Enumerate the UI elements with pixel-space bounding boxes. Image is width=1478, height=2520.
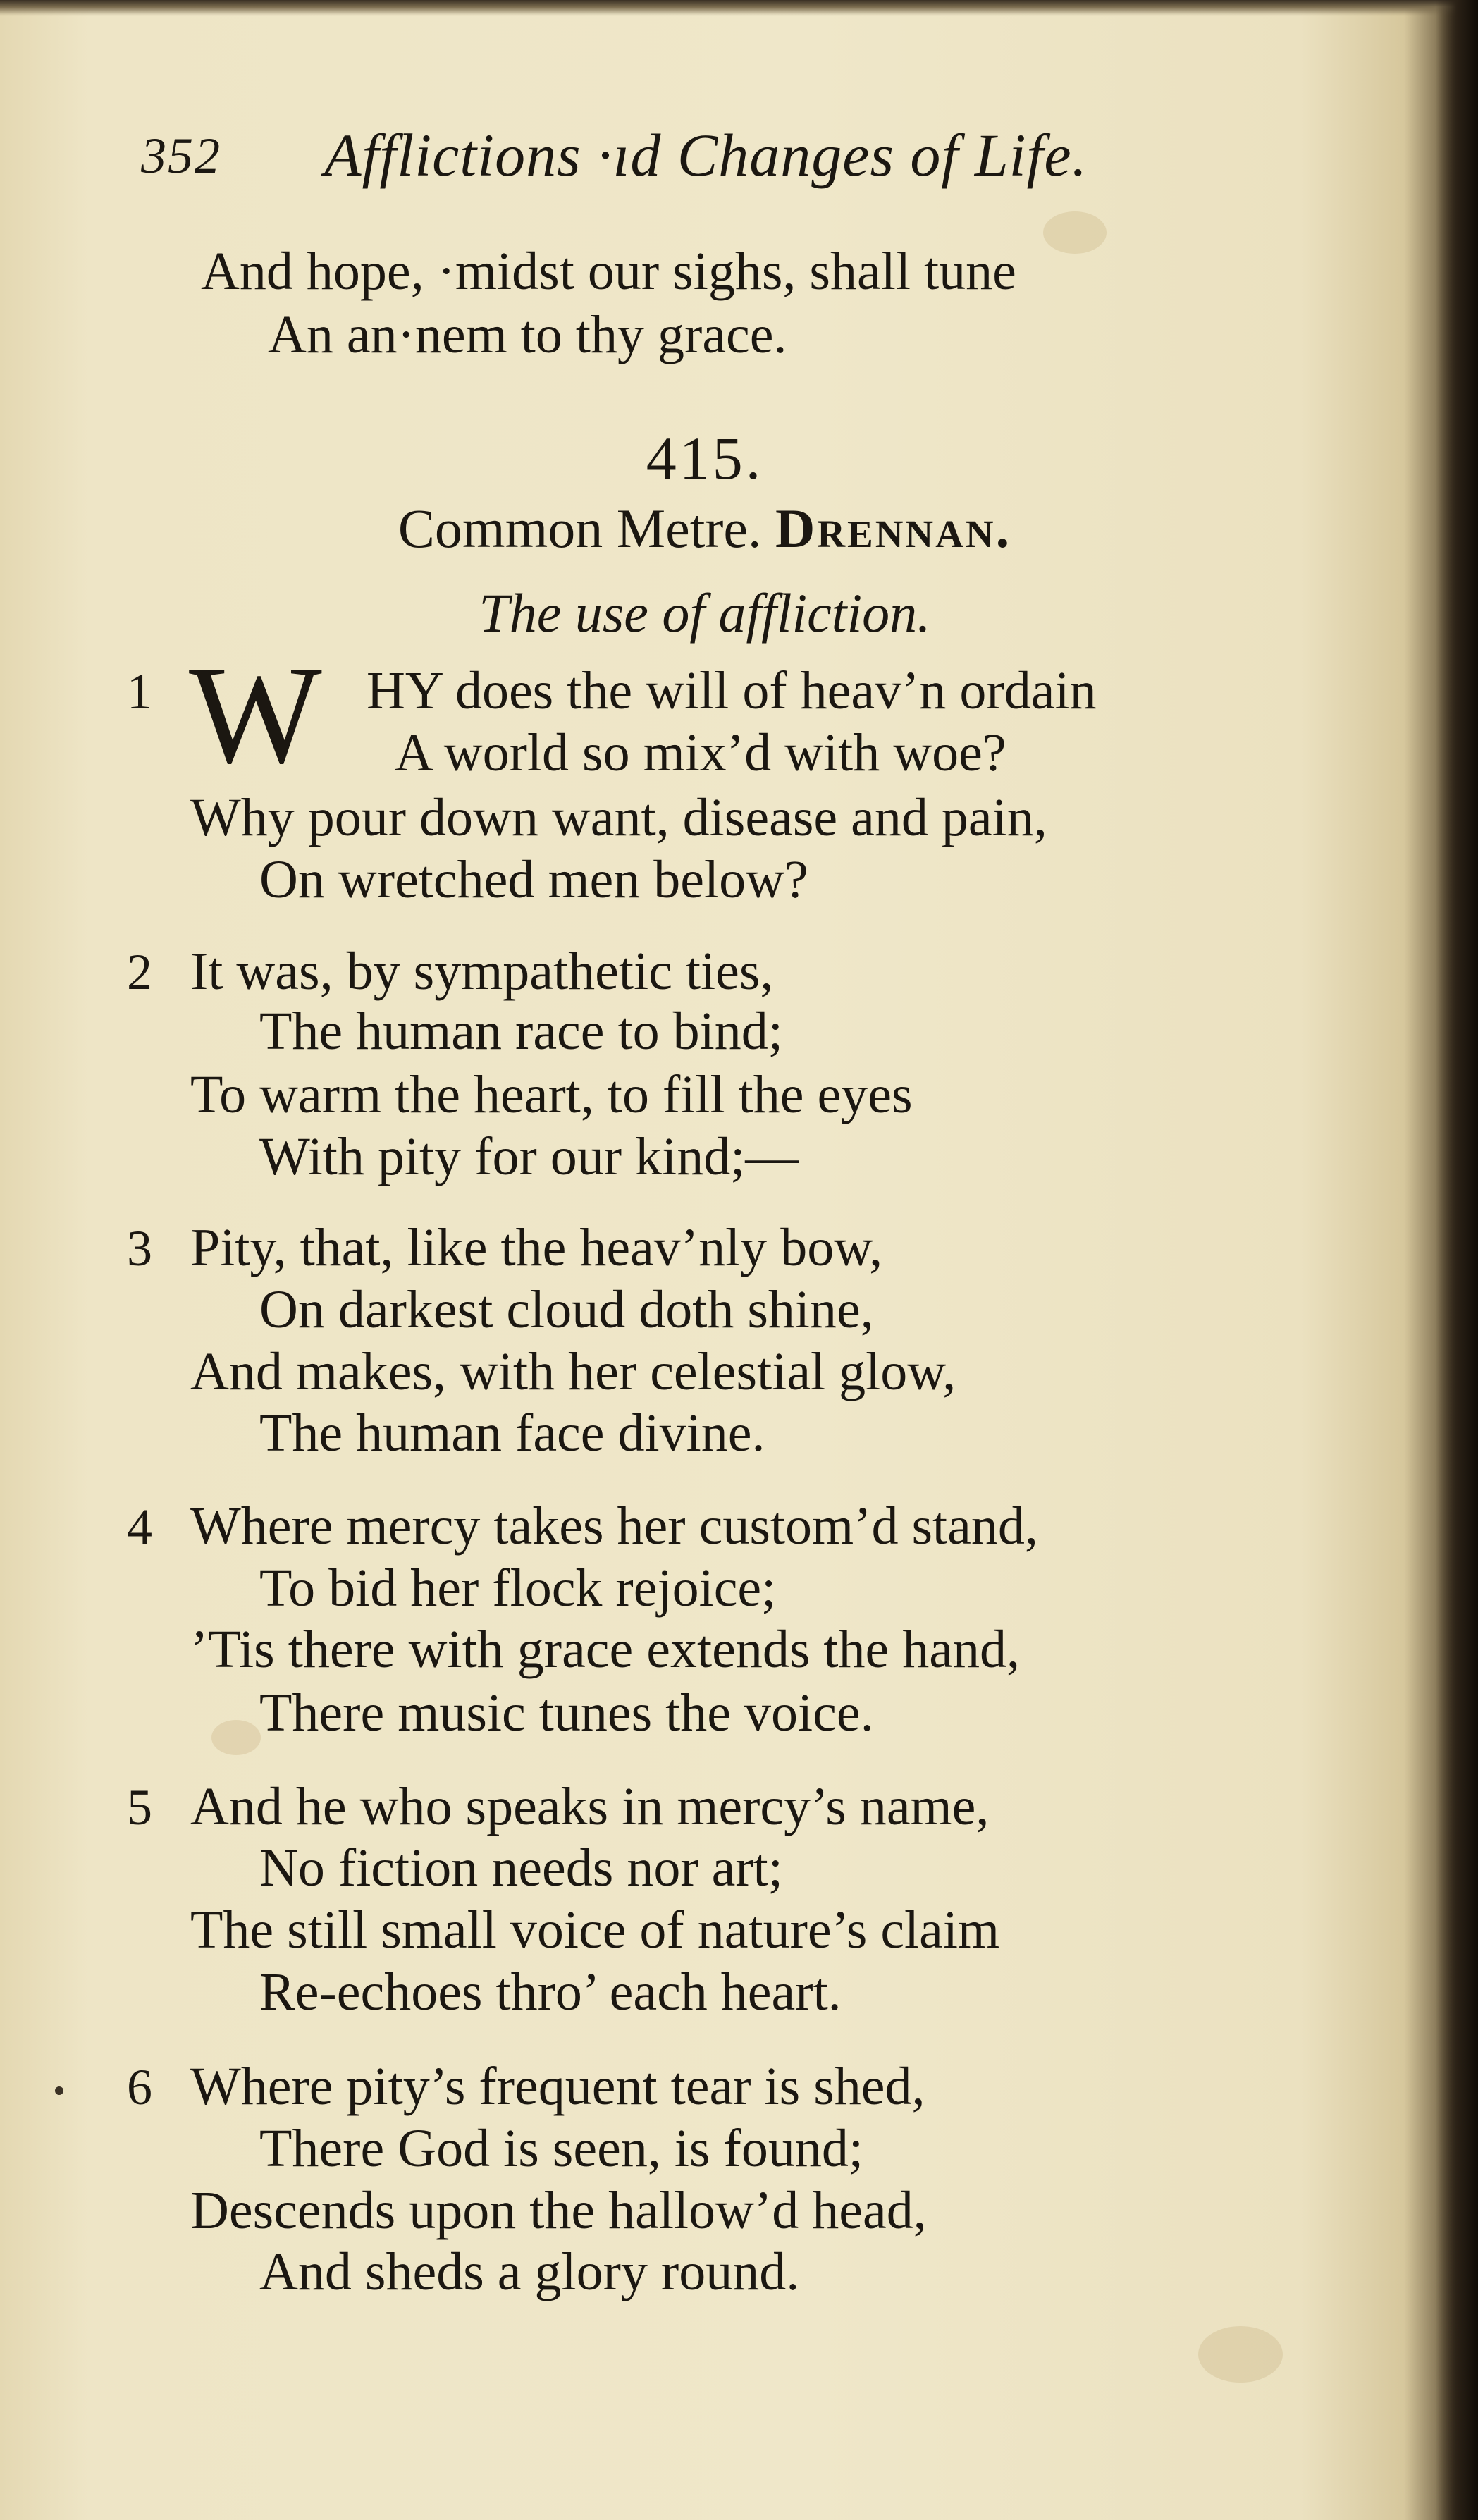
running-header (141, 120, 1304, 197)
verse-line: On darkest cloud doth shine, (259, 1280, 874, 1339)
verse-line: There music tunes the voice. (259, 1683, 874, 1743)
verse-line: It was, by sympathetic ties, (190, 942, 774, 1001)
verse-line: No fiction needs nor art; (259, 1838, 783, 1898)
verse-line: A world so mix’d with woe? (395, 723, 1006, 782)
verse-line: To bid her flock rejoice; (259, 1559, 777, 1618)
verse-line: And sheds a glory round. (259, 2242, 800, 2301)
book-spine-shadow (1436, 0, 1478, 2520)
previous-hymn-line: And hope, ·midst our sighs, shall tune (201, 242, 1016, 301)
paper-stain (1043, 211, 1107, 254)
verse-number: 4 (127, 1499, 152, 1555)
verse-line: Descends upon the hallow’d head, (190, 2181, 927, 2240)
verse-number: 6 (127, 2059, 152, 2115)
verse-line: There God is seen, is found; (259, 2119, 863, 2178)
verse-line: HY does the will of heav’n ordain (367, 661, 1097, 720)
paper-stain (1198, 2326, 1283, 2383)
verse-line: With pity for our kind;— (259, 1127, 799, 1186)
page-number: 352 (141, 128, 221, 184)
hymn-metre-line (0, 497, 1410, 560)
hymn-number: 415. (646, 424, 764, 492)
running-title: Afflictions ·ıd Changes of Life. (324, 121, 1088, 189)
margin-mark (55, 2086, 63, 2095)
verse-number: 3 (127, 1220, 152, 1277)
verse-line: Where mercy takes her custom’d stand, (190, 1496, 1038, 1556)
hymn-subject: The use of affliction. (479, 582, 931, 644)
verse-line: The human face divine. (259, 1403, 765, 1463)
verse-line: The human race to bind; (259, 1002, 783, 1061)
verse-number: 5 (127, 1779, 152, 1836)
hymn-metre: Common Metre. (398, 498, 762, 559)
verse-line: Pity, that, like the heav’nly bow, (190, 1218, 883, 1277)
verse-line: On wretched men below? (259, 850, 808, 909)
verse-line: Why pour down want, disease and pain, (190, 788, 1047, 847)
drop-cap: W (189, 637, 318, 793)
verse-line: The still small voice of nature’s claim (190, 1900, 1000, 1960)
verse-line: ’Tis there with grace extends the hand, (190, 1620, 1020, 1679)
verse-line: To warm the heart, to fill the eyes (190, 1065, 913, 1124)
verse-number: 1 (127, 663, 152, 720)
verse-line: Where pity’s frequent tear is shed, (190, 2057, 925, 2116)
hymn-author: Drennan. (775, 498, 1012, 559)
verse-line: Re-echoes thro’ each heart. (259, 1962, 842, 2022)
verse-line: And makes, with her celestial glow, (190, 1342, 956, 1401)
previous-hymn-line: An an·nem to thy grace. (268, 305, 787, 364)
paper-stain (211, 1720, 261, 1755)
verse-line: And he who speaks in mercy’s name, (190, 1777, 990, 1836)
verse-number: 2 (127, 944, 152, 1000)
